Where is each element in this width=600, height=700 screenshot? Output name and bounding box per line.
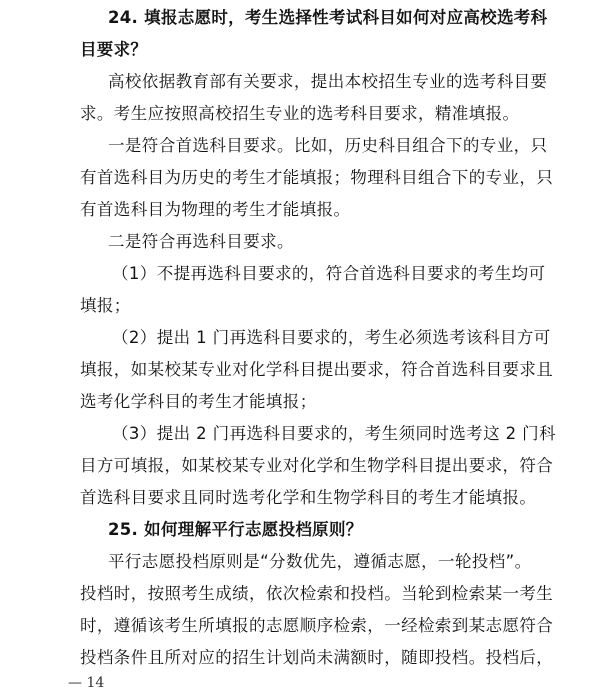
list-item-line: （1）不提再选科目要求的，符合首选科目要求的考生均可: [112, 264, 546, 283]
list-item-line: 目方可填报，如某校某专业对化学和生物学科目提出要求，符合: [80, 456, 554, 475]
paragraph-line: 有首选科目为物理的考生才能填报。: [80, 200, 351, 219]
question-24-heading-line-1: 24. 填报志愿时，考生选择性考试科目如何对应高校选考科: [108, 8, 548, 27]
paragraph-line: 投档条件且所对应的招生计划尚未满额时，随即投档。投档后，: [80, 648, 554, 667]
paragraph-line: 求。考生应按照高校招生专业的选考科目要求，精准填报。: [80, 104, 520, 123]
list-item-line: （2）提出 1 门再选科目要求的，考生必须选考该科目方可: [112, 328, 551, 347]
list-item-line: 填报；: [80, 296, 131, 315]
paragraph-line: 投档时，按照考生成绩，依次检索和投档。当轮到检索某一考生: [80, 584, 554, 603]
list-item-line: 填报，如某校某专业对化学科目提出要求，符合首选科目要求且: [80, 360, 554, 379]
list-item-line: 首选科目要求且同时选考化学和生物学科目的考生才能填报。: [80, 488, 537, 507]
list-item-line: 选考化学科目的考生才能填报；: [80, 392, 317, 411]
question-25-heading: 25. 如何理解平行志愿投档原则？: [108, 520, 363, 539]
paragraph-line: 高校依据教育部有关要求，提出本校招生专业的选考科目要: [108, 72, 548, 91]
page-number: — 14: [68, 675, 105, 691]
paragraph-line: 时，遵循该考生所填报的志愿顺序检索，一经检索到某志愿符合: [80, 616, 554, 635]
paragraph-line: 平行志愿投档原则是“分数优先，遵循志愿，一轮投档”。: [108, 552, 532, 571]
question-24-heading-line-2: 目要求？: [80, 40, 148, 59]
paragraph-line: 一是符合首选科目要求。比如，历史科目组合下的专业，只: [108, 136, 548, 155]
paragraph-line: 二是符合再选科目要求。: [108, 232, 294, 251]
paragraph-line: 有首选科目为历史的考生才能填报；物理科目组合下的专业，只: [80, 168, 554, 187]
list-item-line: （3）提出 2 门再选科目要求的，考生须同时选考这 2 门科: [112, 424, 556, 443]
